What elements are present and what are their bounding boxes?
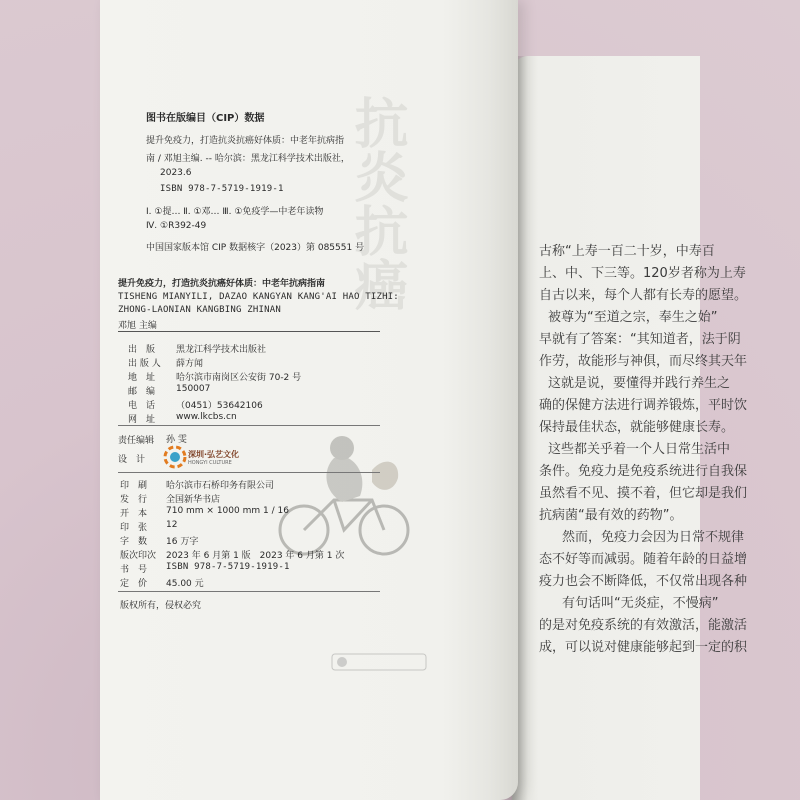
pub-value: （0451）53642106	[176, 401, 263, 411]
pub-value: 150007	[176, 384, 211, 394]
copyright-notice: 版权所有，侵权必究	[120, 601, 202, 611]
body-line: 古称“上寿一百二十岁，中寿百	[539, 244, 715, 259]
print-value: ISBN 978-7-5719-1919-1	[166, 562, 290, 572]
cip-line: 2023.6	[160, 168, 192, 178]
cip-line: Ⅳ. ①R392-49	[146, 221, 207, 231]
book-title-cn: 提升免疫力，打造抗炎抗癌好体质：中老年抗病指南	[118, 279, 326, 289]
pub-label: 出 版 人	[128, 359, 161, 369]
pub-value: 薛方闻	[176, 359, 204, 369]
print-value: 哈尔滨市石桥印务有限公司	[166, 481, 275, 491]
cip-line: Ⅰ. ①提… Ⅱ. ①邓… Ⅲ. ①免疫学—中老年读物	[146, 207, 324, 217]
publisher-seal-watermark	[332, 652, 426, 672]
body-line: 早就有了答案：“其知道者，法于阴	[539, 332, 741, 347]
body-line: 疫力也会不断降低，不仅常出现各种	[539, 574, 748, 589]
design-label: 设 计	[118, 455, 146, 465]
print-value: 710 mm × 1000 mm 1 / 16	[166, 506, 289, 516]
print-label: 开 本	[120, 509, 148, 519]
print-label: 定 价	[120, 579, 148, 589]
body-line: 的是对免疫系统的有效激活，能激活	[539, 618, 748, 633]
pub-value: www.lkcbs.cn	[176, 412, 237, 422]
print-value: 16 万字	[166, 537, 199, 547]
responsible-editor-label: 责任编辑	[118, 436, 155, 446]
body-line: 作劳，故能形与神俱，而尽终其天年	[539, 354, 748, 369]
pub-value: 哈尔滨市南岗区公安街 70-2 号	[176, 373, 302, 383]
body-line: 然而，免疫力会因为日常不规律	[562, 530, 745, 545]
body-line: 自古以来，每个人都有长寿的愿望。	[539, 288, 748, 303]
body-line: 确的保健方法进行调养锻炼，平时饮	[539, 398, 748, 413]
cip-isbn: ISBN 978-7-5719-1919-1	[160, 184, 284, 194]
divider	[118, 472, 380, 473]
print-value: 45.00 元	[166, 579, 204, 589]
body-line: 虽然看不见、摸不着，但它却是我们	[539, 486, 748, 501]
design-studio-name: 深圳·弘艺文化	[188, 450, 240, 459]
pub-label: 邮 编	[128, 387, 156, 397]
print-value: 全国新华书店	[166, 495, 221, 505]
print-label: 书 号	[120, 565, 148, 575]
book-title-pinyin-2: ZHONG-LAONIAN KANGBING ZHINAN	[118, 305, 281, 315]
design-studio-name-en: HONGYI CULTURE	[188, 460, 232, 466]
cip-line: 提升免疫力，打造抗炎抗癌好体质：中老年抗病指	[146, 136, 345, 146]
body-line: 有句话叫“无炎症，不慢病”	[562, 596, 719, 611]
book-title-pinyin-1: TISHENG MIANYILI, DAZAO KANGYAN KANG'AI HAO TIZHI:	[118, 292, 399, 302]
print-value: 12	[166, 520, 178, 530]
design-studio-logo-icon	[164, 446, 186, 468]
cyclist-illustration	[272, 430, 422, 560]
body-line: 成，可以说对健康能够起到一定的积	[539, 640, 748, 655]
watermark-title-art: 抗炎抗癌	[346, 95, 410, 311]
print-label: 版次印次	[120, 551, 157, 561]
pub-value: 黑龙江科学技术出版社	[176, 345, 267, 355]
body-line: 条件。免疫力是免疫系统进行自我保	[539, 464, 748, 479]
pub-label: 出 版	[128, 345, 156, 355]
body-line: 抗病菌“最有效的药物”。	[539, 508, 683, 523]
print-value: 2023 年 6 月第 1 版 2023 年 6 月第 1 次	[166, 551, 345, 561]
pub-label: 电 话	[128, 401, 156, 411]
print-label: 发 行	[120, 495, 148, 505]
cip-line: 中国国家版本馆 CIP 数据核字（2023）第 085551 号	[146, 243, 365, 253]
body-line: 态不好等而减弱。随着年龄的日益增	[539, 552, 748, 567]
divider	[118, 331, 380, 332]
divider	[118, 425, 380, 426]
divider	[118, 591, 380, 592]
pub-label: 网 址	[128, 415, 156, 425]
body-line: 上、中、下三等。120岁者称为上寿	[539, 266, 746, 281]
cip-heading: 图书在版编目（CIP）数据	[146, 113, 265, 124]
body-line: 这就是说，要懂得并践行养生之	[548, 376, 731, 391]
body-line: 这些都关乎着一个人日常生活中	[548, 442, 731, 457]
body-line: 保持最佳状态，就能够健康长寿。	[539, 420, 735, 435]
print-label: 字 数	[120, 537, 148, 547]
responsible-editor-name: 孙 雯	[166, 435, 187, 445]
print-label: 印 张	[120, 523, 148, 533]
body-line: 被尊为“至道之宗，奉生之始”	[548, 310, 718, 325]
pub-label: 地 址	[128, 373, 156, 383]
cip-line: 南 / 邓旭主编. -- 哈尔滨：黑龙江科学技术出版社，	[146, 154, 350, 164]
print-label: 印 刷	[120, 481, 148, 491]
book-editor: 邓旭 主编	[118, 321, 157, 331]
